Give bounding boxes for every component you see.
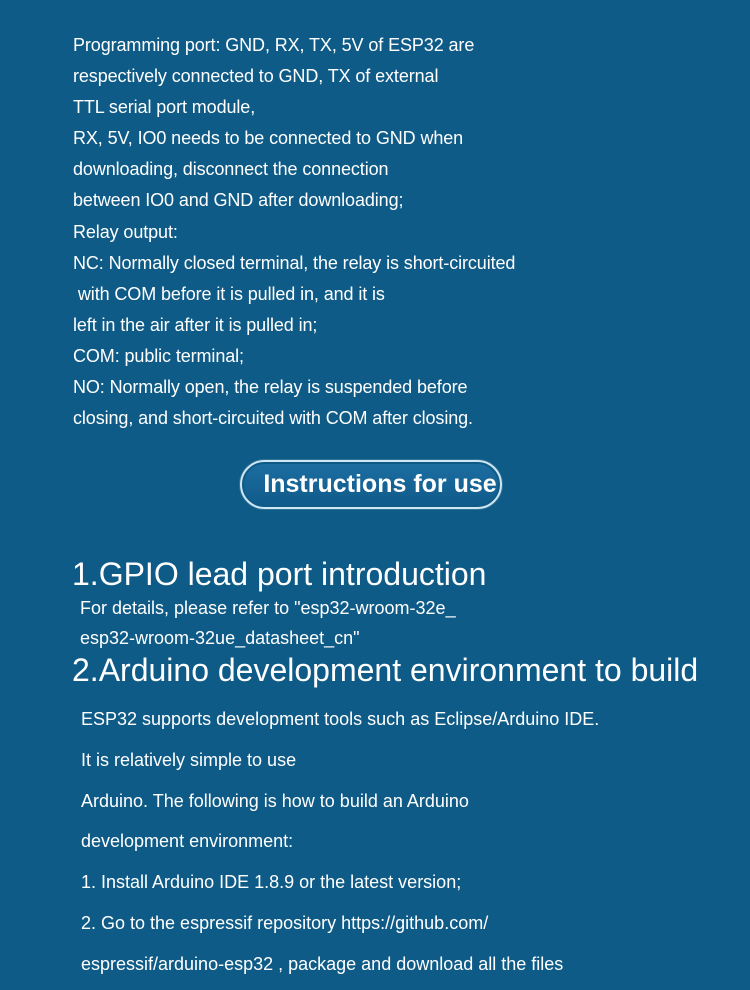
section-body-arduino: [81, 699, 599, 985]
intro-line: RX, 5V, IO0 needs to be connected to GND when: [73, 128, 464, 149]
instructions-for-use-badge: [240, 460, 502, 509]
intro-line: respectively connected to GND, TX of external: [73, 66, 439, 87]
intro-line: NC: Normally closed terminal, the relay is short-circuited: [73, 252, 516, 273]
instructions-for-use-label: Instructions for use: [263, 470, 497, 498]
intro-line: Relay output:: [73, 221, 178, 242]
intro-line: left in the air after it is pulled in;: [73, 314, 318, 335]
section-body-gpio: [80, 593, 456, 653]
section-line: ESP32 supports development tools such as Eclipse/Arduino IDE.: [81, 709, 600, 729]
section-line: espressif/arduino-esp32 , package and download all the files: [81, 953, 564, 974]
intro-paragraph: [73, 30, 713, 434]
section-line: Arduino. The following is how to build an Arduino: [81, 790, 469, 811]
intro-line: between IO0 and GND after downloading;: [73, 190, 404, 211]
intro-line: NO: Normally open, the relay is suspended before: [73, 377, 468, 398]
section-line: development environment:: [81, 831, 294, 852]
section-line: esp32-wroom-32ue_datasheet_cn": [80, 628, 360, 648]
section-line: 1. Install Arduino IDE 1.8.9 or the latest version;: [81, 872, 462, 893]
intro-line: closing, and short-circuited with COM after closing.: [73, 408, 473, 429]
intro-line: Programming port: GND, RX, TX, 5V of ESP32 are: [73, 35, 475, 55]
section-line: For details, please refer to "esp32-wroom-32e_: [80, 598, 456, 618]
section-line: 2. Go to the espressif repository https://github.com/: [81, 912, 489, 933]
intro-line: COM: public terminal;: [73, 345, 244, 366]
intro-line: TTL serial port module,: [73, 97, 256, 118]
section-line: It is relatively simple to use: [81, 749, 297, 770]
section-title-arduino: 2.Arduino development environment to build: [72, 652, 699, 688]
section-title-gpio: 1.GPIO lead port introduction: [72, 556, 487, 592]
intro-line: downloading, disconnect the connection: [73, 159, 389, 180]
intro-line: with COM before it is pulled in, and it is: [73, 283, 385, 304]
